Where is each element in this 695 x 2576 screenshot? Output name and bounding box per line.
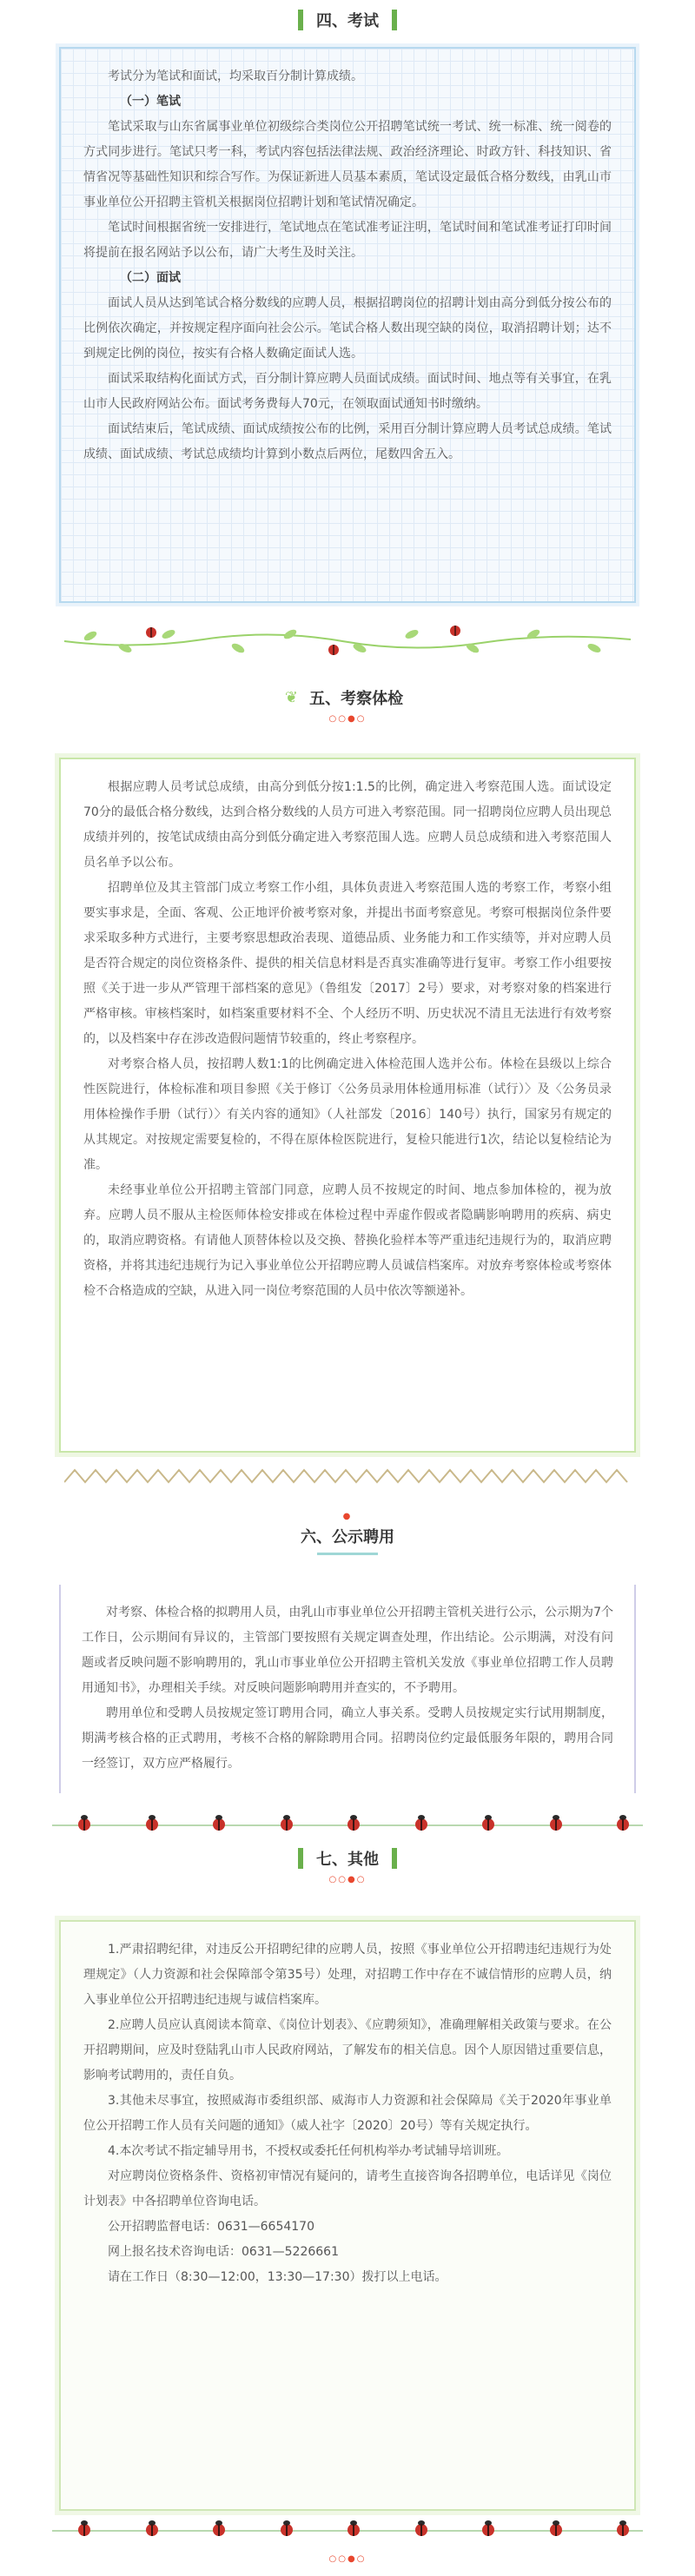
heading-bar-left — [298, 10, 303, 30]
ladybug-icon — [213, 1818, 225, 1831]
section5-heading — [0, 686, 695, 724]
right-rule — [634, 1585, 636, 1793]
ladybug-icon — [213, 2524, 225, 2536]
ladybug-icon — [78, 2524, 90, 2536]
ladybug-icon — [617, 2524, 629, 2536]
heading-bar-right — [392, 10, 397, 30]
paragraph: 未经事业单位公开招聘主管部门同意，应聘人员不按规定的时间、地点参加体检的，视为放弃。应聘人员不服从主检医师体检安排或在体检过程中弄虚作假或者隐瞒影响聘用的疾病、病史的，取消应聘资格。有请他人顶替体检以及交换、替换化验样本等严重违纪违规行为的，取消应聘资格，并将其违纪违规行为记入事业单位公开招聘应聘人员诚信档案库。对放弃考察体检或考察体检不合格造成的空缺，从进入同一岗位考察范围的人员中依次等额递补。 — [83, 1183, 612, 1298]
section5-title: 五、考察体检 — [309, 690, 404, 708]
paragraph: 聘用单位和受聘人员按规定签订聘用合同，确立人事关系。受聘人员按规定实行试用期制度，期满考核合格的正式聘用，考核不合格的解除聘用合同。招聘岗位约定最低服务年限的，聘用合同一经签订，双方应严格履行。 — [82, 1706, 613, 1771]
paragraph: 4.本次考试不指定辅导用书，不授权或委托任何机构举办考试辅导培训班。 — [108, 2144, 509, 2158]
paragraph: 招聘单位及其主管部门成立考察工作小组，具体负责进入考察范围人选的考察工作，考察小组要实事求是，全面、客观、公正地评价被考察对象，并提出书面考察意见。考察可根据岗位条件要求采取多种方式进行，主要考察思想政治表现、道德品质、业务能力和工作实绩等，并对应聘人员是否符合规定的岗位资格条件、提供的相关信息材料是否真实准确等进行复审。考察工作小组要按照《关于进一步从严管理干部档案的意见》（鲁组发〔2017〕2号）要求，对考察对象的档案进行严格审核。审核档案时，如档案重要材料不全、个人经历不明、历史状况不清且无法进行有效考察的，以及档案中存在涉改造假问题情节较重的，终止考察程序。 — [83, 881, 612, 1046]
section6-heading — [0, 1512, 695, 1555]
ladybug-icon — [550, 1818, 562, 1831]
ladybug-icon — [550, 2524, 562, 2536]
paragraph: 公开招聘监督电话：0631—6654170 — [108, 2220, 314, 2234]
section7-title: 七、其他 — [316, 1851, 379, 1869]
section5-content-box — [59, 758, 636, 1453]
heading-dots: ○○●○ — [328, 714, 367, 724]
paragraph: 面试采取结构化面试方式，百分制计算应聘人员面试成绩。面试时间、地点等有关事宜，在乳山市人民政府网站公布。面试考务费每人70元，在领取面试通知书时缴纳。 — [83, 372, 612, 411]
ladybug-icon — [146, 1818, 158, 1831]
heading-bar-right — [392, 1848, 397, 1869]
paragraph: 根据应聘人员考试总成绩，由高分到低分按1:1.5的比例，确定进入考察范围人选。面试设定70分的最低合格分数线，达到合格分数线的人员方可进入考察范围。同一招聘岗位应聘人员出现总成绩并列的，按笔试成绩由高分到低分确定进入考察范围人选。应聘人员总成绩和进入考察范围人员名单予以公布。 — [83, 780, 612, 870]
ladybug-icon — [482, 1818, 494, 1831]
vine-decoration — [64, 624, 631, 659]
leaf-icon: ❦ — [284, 688, 298, 707]
paragraph: 3.其他未尽事宜，按照威海市委组织部、威海市人力资源和社会保障局《关于2020年事业单位公开招聘工作人员有关问题的通知》（威人社字〔2020〕20号）等有关规定执行。 — [83, 2094, 612, 2133]
ladybug-icon — [78, 1818, 90, 1831]
zigzag-decoration — [64, 1467, 631, 1486]
paragraph: 网上报名技术咨询电话：0631—5226661 — [108, 2245, 339, 2259]
heading-dots: ○○●○ — [328, 1875, 367, 1884]
subsection-title: （二）面试 — [120, 271, 181, 285]
paragraph: 对考察、体检合格的拟聘用人员，由乳山市事业单位公开招聘主管机关进行公示，公示期为7个工作日，公示期间有异议的，主管部门要按照有关规定调查处理，作出结论。公示期满，对没有问题或者反映问题不影响聘用的，乳山市事业单位公开招聘主管机关发放《事业单位招聘工作人员聘用通知书》，办理相关手续。对反映问题影响聘用并查实的，不予聘用。 — [82, 1606, 613, 1695]
ladybug-icon — [146, 2524, 158, 2536]
paragraph: 1.严肃招聘纪律，对违反公开招聘纪律的应聘人员，按照《事业单位公开招聘违纪违规行为处理规定》（人力资源和社会保障部令第35号）处理，对招聘工作中存在不诚信情形的应聘人员，纳入事业单位公开招聘违纪违规与诚信档案库。 — [83, 1943, 612, 2007]
paragraph: 考试分为笔试和面试，均采取百分制计算成绩。 — [108, 70, 363, 83]
ladybug-icon — [348, 2524, 360, 2536]
section4-content-box — [59, 47, 636, 603]
section7-content-box — [59, 1920, 636, 2511]
paragraph: 对考察合格人员，按招聘人数1:1的比例确定进入体检范围人选并公布。体检在县级以上综合性医院进行，体检标准和项目参照《关于修订〈公务员录用体检通用标准（试行）〉及〈公务员录用体检操作手册（试行）〉有关内容的通知》（人社部发〔2016〕140号）执行，国家另有规定的从其规定。对按规定需要复检的，不得在原体检医院进行，复检只能进行1次，结论以复检结论为准。 — [83, 1057, 612, 1172]
section7-heading — [0, 1847, 695, 1884]
paragraph: 面试结束后，笔试成绩、面试成绩按公布的比例，采用百分制计算应聘人员考试总成绩。笔试成绩、面试成绩、考试总成绩均计算到小数点后两位，尾数四舍五入。 — [83, 422, 612, 461]
footer-dots: ○○●○ — [328, 2554, 367, 2564]
section4-heading — [0, 9, 695, 31]
ladybug-icon — [348, 1818, 360, 1831]
paragraph: 笔试采取与山东省属事业单位初级综合类岗位公开招聘笔试统一考试、统一标准、统一阅卷的方式同步进行。笔试只考一科，考试内容包括法律法规、政治经济理论、时政方针、科技知识、省情省况等基础性知识和综合写作。为保证新进人员基本素质，笔试设定最低合格分数线，由乳山市事业单位公开招聘主管机关根据岗位招聘计划和笔试情况确定。 — [83, 120, 612, 209]
heading-bar-left — [298, 1848, 303, 1869]
paragraph: 对应聘岗位资格条件、资格初审情况有疑问的，请考生直接咨询各招聘单位，电话详见《岗位计划表》中各招聘单位咨询电话。 — [83, 2169, 612, 2208]
ladybug-icon — [281, 1818, 293, 1831]
ladybug-icon — [415, 2524, 427, 2536]
paragraph: 面试人员从达到笔试合格分数线的应聘人员，根据招聘岗位的招聘计划由高分到低分按公布的比例依次确定，并按规定程序面向社会公示。笔试合格人数出现空缺的岗位，取消招聘计划；达不到规定比例的岗位，按实有合格人数确定面试人选。 — [83, 296, 612, 361]
section6-content-box — [59, 1585, 636, 1793]
paragraph: 笔试时间根据省统一安排进行，笔试地点在笔试准考证注明，笔试时间和笔试准考证打印时间将提前在报名网站予以公布，请广大考生及时关注。 — [83, 221, 612, 260]
ladybug-line-decoration — [52, 2520, 643, 2542]
subsection-title: （一）笔试 — [120, 95, 181, 109]
ladybug-line-decoration — [52, 1814, 643, 1837]
section6-title: 六、公示聘用 — [301, 1528, 394, 1546]
ladybug-icon — [617, 1818, 629, 1831]
ladybug-icon — [482, 2524, 494, 2536]
ladybug-icon — [415, 1818, 427, 1831]
top-dot-icon: ● — [342, 1512, 353, 1521]
paragraph: 请在工作日（8:30—12:00，13:30—17:30）拨打以上电话。 — [108, 2270, 447, 2284]
section4-title: 四、考试 — [316, 12, 379, 30]
left-rule — [59, 1585, 61, 1793]
ladybug-icon — [281, 2524, 293, 2536]
paragraph: 2.应聘人员应认真阅读本简章、《岗位计划表》、《应聘须知》，准确理解相关政策与要求。在公开招聘期间，应及时登陆乳山市人民政府网站，了解发布的相关信息。因个人原因错过重要信息，影响考试聘用的，责任自负。 — [83, 2018, 612, 2083]
heading-underline — [317, 1553, 378, 1555]
